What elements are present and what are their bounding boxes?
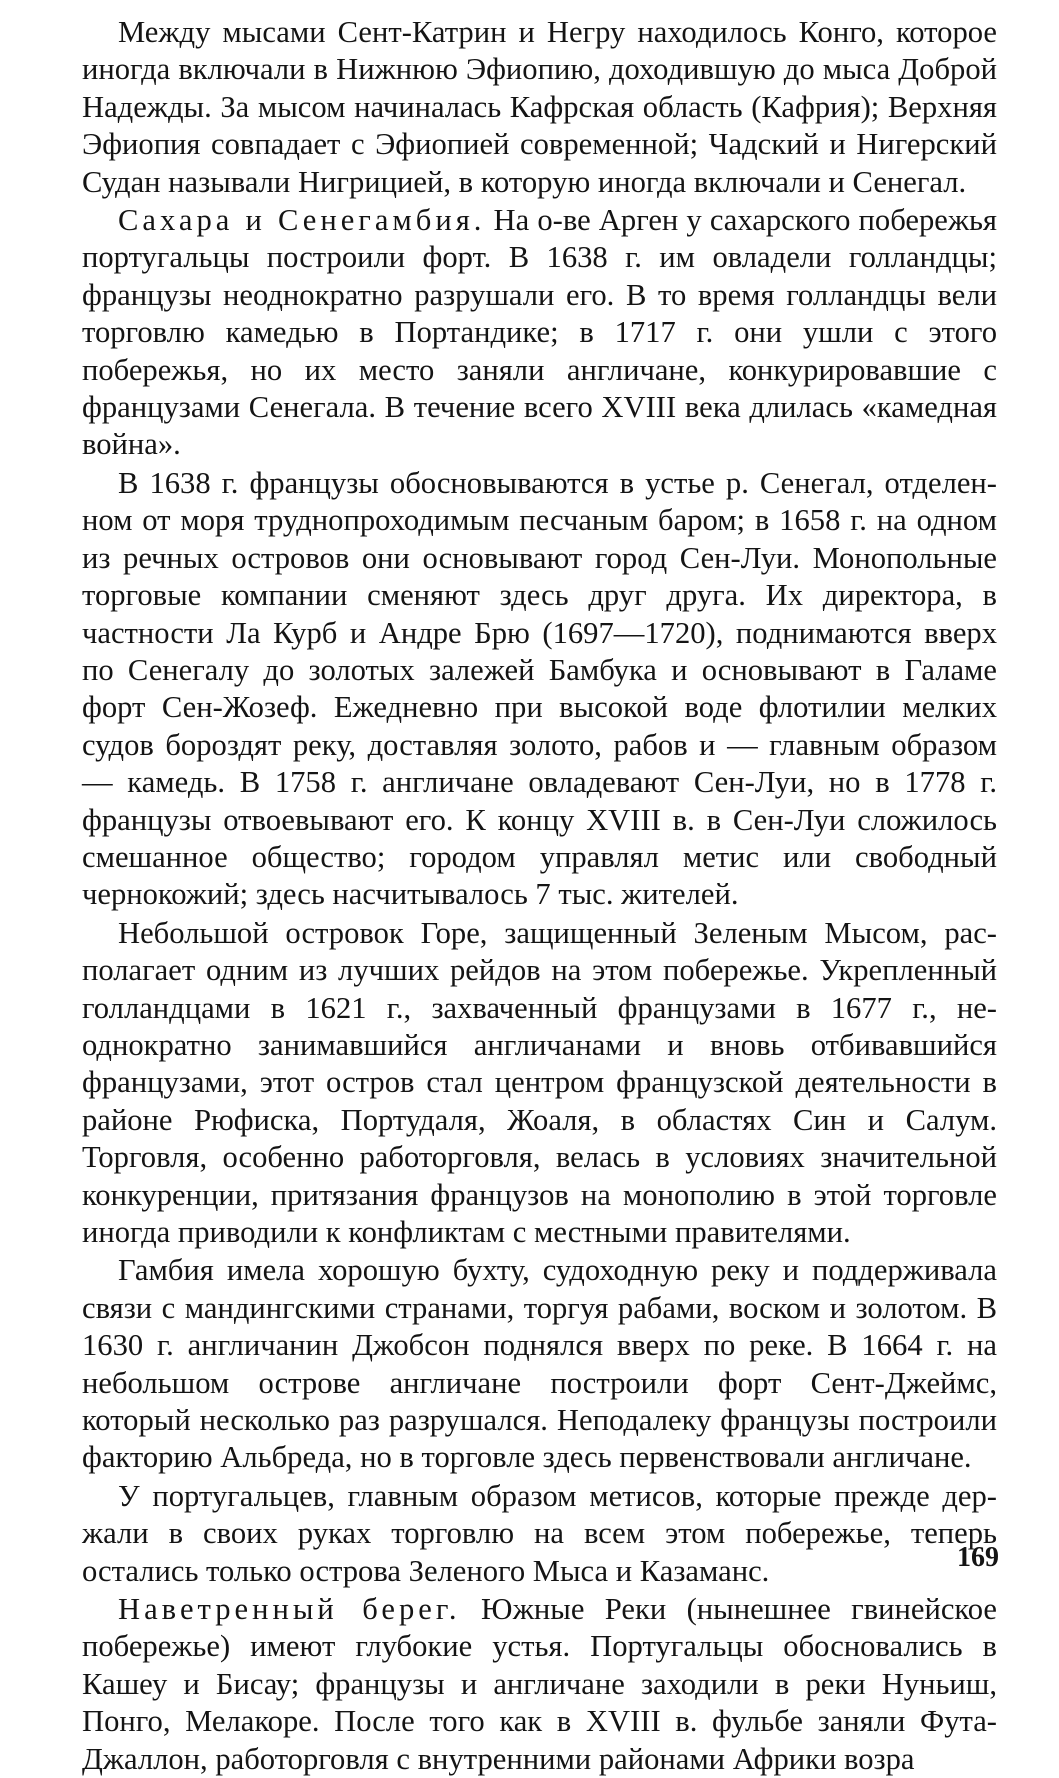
paragraph-gambia [82,1252,997,1476]
paragraph-congo [82,14,997,201]
paragraph-goree [82,915,997,1252]
paragraph-text: На о-ве Арген у сахарского побережья португальцы построили форт. В 1638 г. им овладели голландцы; французы неоднократно разрушали его. В то время голландцы вели торговлю камедью в Портандике; в 1717 г. они ушли с этого побережья, но их место заняли англичане, конкурировавшие с французами Сенегала. В течение всего XVIII века длилась «камедная война». [82,203,997,462]
paragraph-text: У португальцев, главным образом метисов, которые прежде держали в своих руках торговлю на всем этом побережье, теперь остались только острова Зеленого Мыса и Казаманс. [82,1478,997,1588]
paragraph-text: Южные Реки (нынешнее гвинейское побережье) имеют глубокие устья. Португальцы обосновались в Кашеу и Бисау; французы и англичане заходили в реки Нуньиш, Понго, Мелакоре. После того как в XVIII в. фульбе заняли Фута-Джаллон, работорговля с внутренними районами Африки возра [82,1592,997,1776]
section-heading-windward-coast: Наветренный берег. [118,1592,461,1627]
section-heading-sahara-senegambia: Сахара и Сенегамбия. [118,203,486,238]
paragraph-text: В 1638 г. французы обосновываются в устье р. Сенегал, отделенном от моря труднопроходимым песчаным баром; в 1658 г. на одном из речных островов они основывают город Сен-Луи. Монопольные торговые компании сменяют здесь друг друга. Их директора, в частности Ла Курб и Андре Брю (1697—1720), поднимаются вверх по Сенегалу до золотых залежей Бамбука и основывают в Галаме форт Сен-Жозеф. Ежедневно при высокой воде флотилии мелких судов бороздят реку, доставляя золото, рабов и — главным образом — камедь. В 1758 г. англичане овладевают Сен-Луи, но в 1778 г. французы отвоевывают его. К концу XVIII в. в Сен-Луи сложилось смешанное общество; городом управлял метис или свободный чернокожий; здесь насчитывалось 7 тыс. жителей. [82,465,997,912]
page-number: 169 [957,1542,999,1573]
paragraph-portuguese [82,1478,997,1590]
paragraph-text: Небольшой островок Горе, защищенный Зеленым Мысом, располагает одним из лучших рейдов на этом побережье. Укрепленный голландцами в 1621 г., захваченный французами в 1677 г., неоднократно занимавшийся англичанами и вновь отбивавшийся французами, этот остров стал центром французской деятельности в районе Рюфиска, Портудаля, Жоаля, в областях Син и Салум. Торговля, особенно работорговля, велась в условиях значительной конкуренции, притязания французов на монополию в этой торговле иногда приводили к конфликтам с местными правителями. [82,915,997,1249]
paragraph-sahara-senegambia [82,202,997,464]
paragraph-saint-louis [82,465,997,914]
paragraph-text: Между мысами Сент-Катрин и Негру находилось Конго, которое иногда включали в Нижнюю Эфиопию, доходившую до мыса Доброй Надежды. За мысом начиналась Кафрская область (Кафрия); Верхняя Эфиопия совпадает с Эфиопией современной; Чадский и Нигерский Судан называли Нигрицией, в которую иногда включали и Сенегал. [82,15,997,199]
paragraph-windward-coast [82,1591,997,1778]
paragraph-text: Гамбия имела хорошую бухту, судоходную реку и поддерживала связи с мандингскими странами, торгуя рабами, воском и золотом. В 1630 г. англичанин Джобсон поднялся вверх по реке. В 1664 г. на небольшом острове англичане построили форт Сент-Джеймс, который несколько раз разрушался. Неподалеку французы построили факторию Альбреда, но в торговле здесь первенствовали англичане. [82,1253,997,1475]
